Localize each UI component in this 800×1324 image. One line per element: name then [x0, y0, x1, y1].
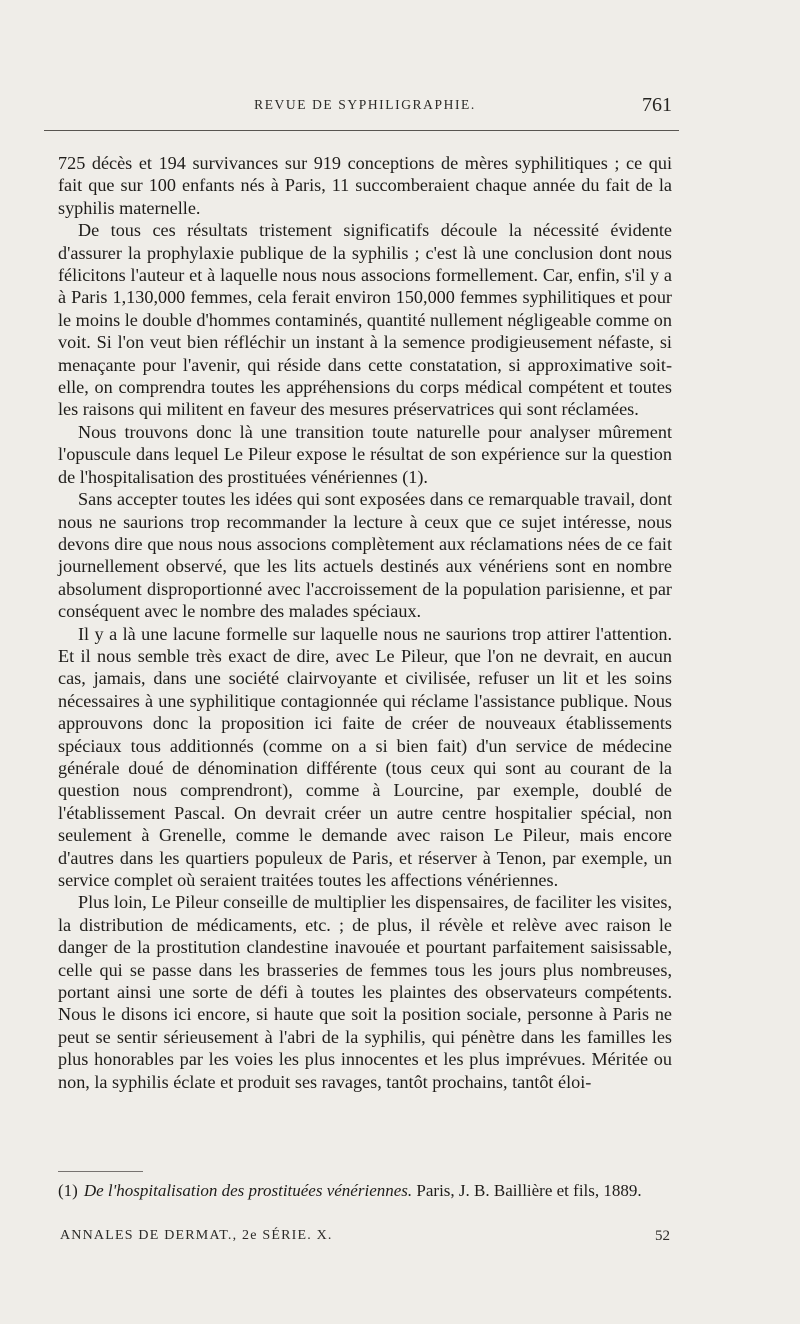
- footnote-marker: (1): [58, 1181, 78, 1200]
- header-divider: [44, 130, 679, 131]
- footer-journal: ANNALES DE DERMAT., 2e SÉRIE. X.: [60, 1228, 333, 1243]
- paragraph: Nous trouvons donc là une transition toute naturelle pour analyser mûrement l'opuscule dans lequel Le Pileur expose le résultat de son expérience sur la question de l'hospitalisation des prostituées vénériennes (1).: [58, 421, 672, 487]
- article-body: [58, 152, 672, 1093]
- running-header: [58, 94, 672, 125]
- page-number: 761: [642, 94, 672, 116]
- paragraph: De tous ces résultats tristement significatifs découle la nécessité évidente d'assurer la prophylaxie publique de la syphilis ; c'est là une conclusion dont nous félicitons l'auteur et à laquelle nous nous associons formellement. Car, enfin, s'il y a à Paris 1,130,000 femmes, cela ferait environ 150,000 femmes syphilitiques et pour le moins le double d'hommes contaminés, quantité nullement négligeable comme on voit. Si l'on veut bien réfléchir un instant à la semence prodigieusement néfaste, si menaçante pour l'avenir, qui réside dans cette constatation, si approximative soit-elle, on comprendra toutes les appréhensions du corps médical compétent et toutes les raisons qui militent en faveur des mesures préservatrices qui sont réclamées.: [58, 220, 672, 420]
- paragraph: Sans accepter toutes les idées qui sont exposées dans ce remarquable travail, dont nous ne saurions trop recommander la lecture à ceux que ce sujet intéresse, nous devons dire que nous nous associons complètement aux réclamations nées de ce fait journellement observé, que les lits actuels destinés aux vénériens sont en nombre absolument disproportionné avec l'accroissement de la population parisienne, et par conséquent avec le nombre des malades spéciaux.: [58, 489, 672, 622]
- footnote: [58, 1180, 672, 1201]
- footnote-title: De l'hospitalisation des prostituées vénériennes.: [83, 1181, 413, 1200]
- paragraph: Plus loin, Le Pileur conseille de multiplier les dispensaires, de faciliter les visites, la distribution de médicaments, etc. ; de plus, il révèle et relève avec raison le danger de la prostitution clandestine inavouée et pourtant parfaitement saisissable, celle qui se passe dans les brasseries de femmes tous les jours plus nombreuses, portant ainsi une sorte de défi à toutes les plaintes des observateurs compétents. Nous le disons ici encore, si haute que soit la position sociale, personne à Paris ne peut se sentir sérieusement à l'abri de la syphilis, qui pénètre dans les familles les plus honorables par les voies les plus innocentes et les plus imprévues. Méritée ou non, la syphilis éclate et produit ses ravages, tantôt prochains, tantôt éloi-: [58, 892, 672, 1092]
- signature-number: 52: [655, 1228, 670, 1244]
- paragraph: Il y a là une lacune formelle sur laquelle nous ne saurions trop attirer l'attention. Et il nous semble très exact de dire, avec Le Pileur, que l'on ne devrait, en aucun cas, jamais, dans une société clairvoyante et civilisée, refuser un lit et les soins nécessaires à une syphilitique contagionnée qui réclame l'assistance publique. Nous approuvons donc la proposition ici faite de créer de nouveaux établissements spéciaux tous additionnés (comme on a si bien fait) d'un service de médecine générale doué de dénomination différente (tous ceux qui sont au courant de la question nous comprendront), comme à Lourcine, par exemple, doublé de l'établissement Pascal. On devrait créer un autre centre hospitalier spécial, non seulement à Grenelle, comme le demande avec raison Le Pileur, mais encore d'autres dans les quartiers populeux de Paris, et réserver à Tenon, par exemple, un service complet où seraient traitées toutes les affections vénériennes.: [58, 623, 672, 890]
- page-footer: [58, 1228, 672, 1252]
- footnote-divider: [58, 1171, 143, 1172]
- footnote-publisher: Paris, J. B. Baillière et fils, 1889.: [416, 1181, 642, 1200]
- journal-title: REVUE DE SYPHILIGRAPHIE.: [254, 97, 476, 112]
- paragraph: 725 décès et 194 survivances sur 919 conceptions de mères syphilitiques ; ce qui fait que sur 100 enfants nés à Paris, 11 succomberaient chaque année du fait de la syphilis maternelle.: [58, 153, 672, 218]
